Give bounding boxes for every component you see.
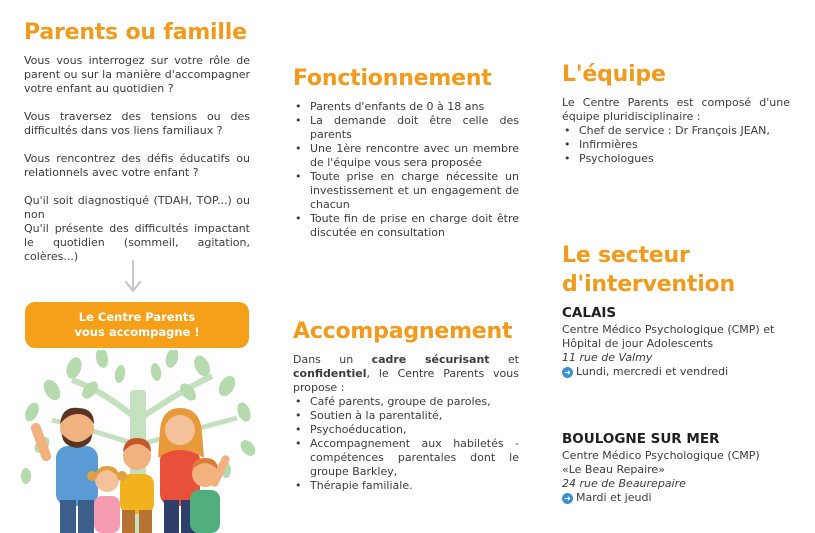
list-item: • Soutien à la parentalité, [293, 409, 519, 423]
equipe-intro: Le Centre Parents est composé d'une équipe pluridisciplinaire : [562, 96, 790, 123]
site-line: Centre Médico Psychologique (CMP) et [562, 323, 775, 336]
list-item: • Café parents, groupe de paroles, [293, 395, 519, 409]
list-item: • Psychologues [562, 152, 790, 166]
secteur-title-line-1: Le secteur [562, 243, 690, 268]
site-city: BOULOGNE SUR MER [562, 431, 720, 447]
equipe-list [562, 124, 790, 166]
intro-text: , le Centre Parents vous propose : [293, 367, 519, 394]
arrow-down-icon [123, 260, 143, 294]
centre-parents-banner [25, 302, 249, 348]
accompagnement-list [293, 395, 519, 493]
site-days-text: Lundi, mercredi et vendredi [576, 365, 729, 378]
list-item: • Psychoéducation, [293, 423, 519, 437]
intro-text: Dans un [293, 353, 372, 366]
list-item: • Toute prise en charge nécessite un investissement et un engagement de chacun [293, 170, 519, 212]
site-calais [562, 305, 790, 379]
list-item: • Accompagnement aux habiletés - compétences parentales dont le groupe Barkley, [293, 437, 519, 479]
list-item: • Parents d'enfants de 0 à 18 ans [293, 100, 519, 114]
list-item: • Toute fin de prise en charge doit être discutée en consultation [293, 212, 519, 240]
parents-intro [24, 54, 250, 278]
fonctionnement-list [293, 100, 519, 240]
secteur-title-line-2: d'intervention [562, 272, 735, 297]
banner-line-2: vous accompagne ! [74, 325, 200, 339]
banner-line-1: Le Centre Parents [78, 310, 196, 324]
parents-paragraph: Vous vous interrogez sur votre rôle de parent ou sur la manière d'accompagner votre enfant au quotidien ? [24, 54, 250, 95]
site-line: «Le Beau Repaire» [562, 463, 665, 476]
list-item: • Chef de service : Dr François JEAN, [562, 124, 790, 138]
fonctionnement-title: Fonctionnement [293, 66, 492, 91]
site-line: Hôpital de jour Adolescents [562, 337, 714, 350]
site-line: Centre Médico Psychologique (CMP) [562, 449, 760, 462]
parents-title: Parents ou famille [24, 20, 247, 45]
arrow-right-circle-icon: ➜ [562, 493, 573, 504]
arrow-right-circle-icon: ➜ [562, 367, 573, 378]
intro-text: et [489, 353, 519, 366]
list-item: • Thérapie familiale. [293, 479, 519, 493]
equipe-title: L'équipe [562, 62, 666, 87]
parents-paragraph: Vous rencontrez des défis éducatifs ou relationnels avec votre enfant ? [24, 152, 250, 179]
site-address: 11 rue de Valmy [562, 351, 653, 364]
list-item: • La demande doit être celle des parents [293, 114, 519, 142]
intro-emphasis: cadre sécurisant [371, 353, 490, 366]
site-address: 24 rue de Beaurepaire [562, 477, 686, 490]
accompagnement-title: Accompagnement [293, 319, 513, 344]
accompagnement-intro [293, 353, 519, 395]
family-illustration [12, 350, 264, 533]
site-boulogne [562, 431, 790, 505]
equipe-body [562, 96, 790, 166]
secteur-title [562, 241, 735, 299]
accompagnement-body [293, 353, 519, 493]
site-days [562, 365, 790, 379]
site-days [562, 491, 790, 505]
parents-paragraph: Qu'il soit diagnostiqué (TDAH, TOP...) ou non Qu'il présente des difficultés impactant le quotidien (sommeil, agitation, colères...) [24, 194, 250, 263]
site-days-text: Mardi et jeudi [576, 491, 652, 504]
intro-emphasis: confidentiel [293, 367, 367, 380]
site-city: CALAIS [562, 305, 617, 321]
list-item: • Une 1ère rencontre avec un membre de l'équipe vous sera proposée [293, 142, 519, 170]
parents-paragraph: Vous traversez des tensions ou des difficultés dans vos liens familiaux ? [24, 110, 250, 137]
list-item: • Infirmières [562, 138, 790, 152]
